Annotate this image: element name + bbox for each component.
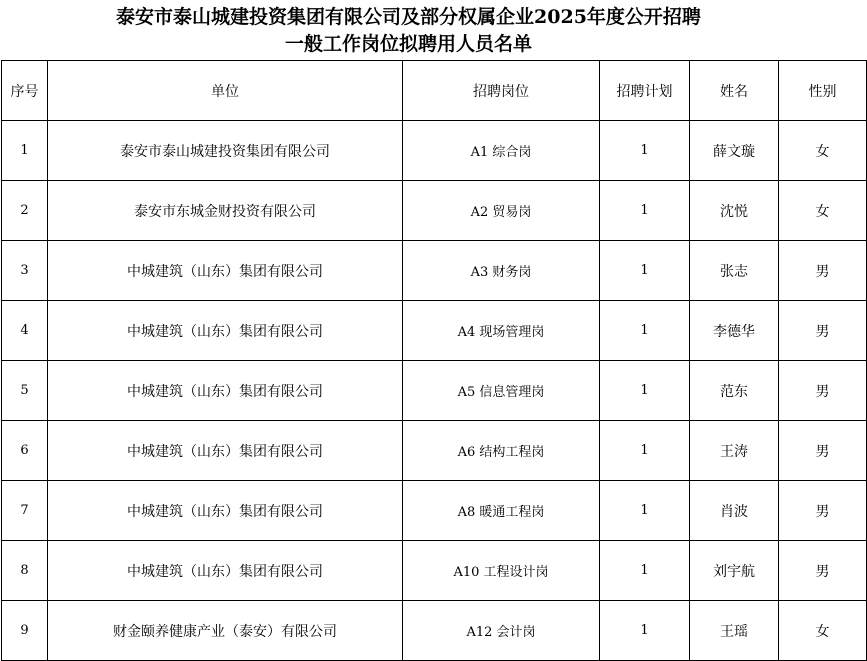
cell-name: 张志: [690, 241, 779, 301]
cell-seq: 9: [2, 601, 48, 661]
cell-name: 王涛: [690, 421, 779, 481]
cell-seq: 4: [2, 301, 48, 361]
cell-name: 薛文璇: [690, 121, 779, 181]
cell-unit: 中城建筑（山东）集团有限公司: [48, 421, 403, 481]
cell-name: 王瑶: [690, 601, 779, 661]
cell-gender: 男: [779, 361, 867, 421]
table-row: [2, 541, 867, 601]
table-row: [2, 481, 867, 541]
hires-table: [1, 60, 867, 661]
cell-plan: 1: [600, 121, 690, 181]
document-title: [0, 4, 817, 58]
table-row: [2, 121, 867, 181]
cell-gender: 男: [779, 241, 867, 301]
header-name: 姓名: [690, 61, 779, 121]
table-row: [2, 601, 867, 661]
header-gender: 性别: [779, 61, 867, 121]
header-seq: 序号: [2, 61, 48, 121]
cell-seq: 5: [2, 361, 48, 421]
header-position: 招聘岗位: [403, 61, 600, 121]
cell-unit: 中城建筑（山东）集团有限公司: [48, 361, 403, 421]
cell-plan: 1: [600, 241, 690, 301]
cell-name: 刘宇航: [690, 541, 779, 601]
cell-position: A6 结构工程岗: [403, 421, 600, 481]
cell-plan: 1: [600, 361, 690, 421]
cell-position: A1 综合岗: [403, 121, 600, 181]
cell-name: 范东: [690, 361, 779, 421]
header-unit: 单位: [48, 61, 403, 121]
cell-unit: 泰安市泰山城建投资集团有限公司: [48, 121, 403, 181]
cell-unit: 中城建筑（山东）集团有限公司: [48, 301, 403, 361]
cell-unit: 中城建筑（山东）集团有限公司: [48, 541, 403, 601]
cell-position: A3 财务岗: [403, 241, 600, 301]
cell-seq: 3: [2, 241, 48, 301]
cell-plan: 1: [600, 421, 690, 481]
cell-position: A12 会计岗: [403, 601, 600, 661]
cell-gender: 男: [779, 301, 867, 361]
cell-name: 李德华: [690, 301, 779, 361]
cell-position: A2 贸易岗: [403, 181, 600, 241]
table-row: [2, 421, 867, 481]
cell-plan: 1: [600, 541, 690, 601]
cell-gender: 女: [779, 601, 867, 661]
title-line-1: 泰安市泰山城建投资集团有限公司及部分权属企业2025年度公开招聘: [116, 6, 701, 28]
cell-gender: 男: [779, 481, 867, 541]
table-header-row: [2, 61, 867, 121]
cell-plan: 1: [600, 481, 690, 541]
table-row: [2, 301, 867, 361]
table-row: [2, 361, 867, 421]
cell-unit: 财金颐养健康产业（泰安）有限公司: [48, 601, 403, 661]
cell-plan: 1: [600, 181, 690, 241]
cell-seq: 1: [2, 121, 48, 181]
cell-name: 肖波: [690, 481, 779, 541]
cell-gender: 男: [779, 541, 867, 601]
cell-position: A5 信息管理岗: [403, 361, 600, 421]
cell-plan: 1: [600, 301, 690, 361]
cell-seq: 7: [2, 481, 48, 541]
table-row: [2, 181, 867, 241]
cell-seq: 6: [2, 421, 48, 481]
table-row: [2, 241, 867, 301]
cell-plan: 1: [600, 601, 690, 661]
cell-name: 沈悦: [690, 181, 779, 241]
cell-unit: 泰安市东城金财投资有限公司: [48, 181, 403, 241]
cell-gender: 男: [779, 421, 867, 481]
cell-seq: 8: [2, 541, 48, 601]
title-line-2: 一般工作岗位拟聘用人员名单: [284, 33, 532, 55]
cell-position: A10 工程设计岗: [403, 541, 600, 601]
cell-unit: 中城建筑（山东）集团有限公司: [48, 241, 403, 301]
cell-unit: 中城建筑（山东）集团有限公司: [48, 481, 403, 541]
header-plan: 招聘计划: [600, 61, 690, 121]
cell-gender: 女: [779, 181, 867, 241]
cell-seq: 2: [2, 181, 48, 241]
cell-gender: 女: [779, 121, 867, 181]
cell-position: A8 暖通工程岗: [403, 481, 600, 541]
cell-position: A4 现场管理岗: [403, 301, 600, 361]
